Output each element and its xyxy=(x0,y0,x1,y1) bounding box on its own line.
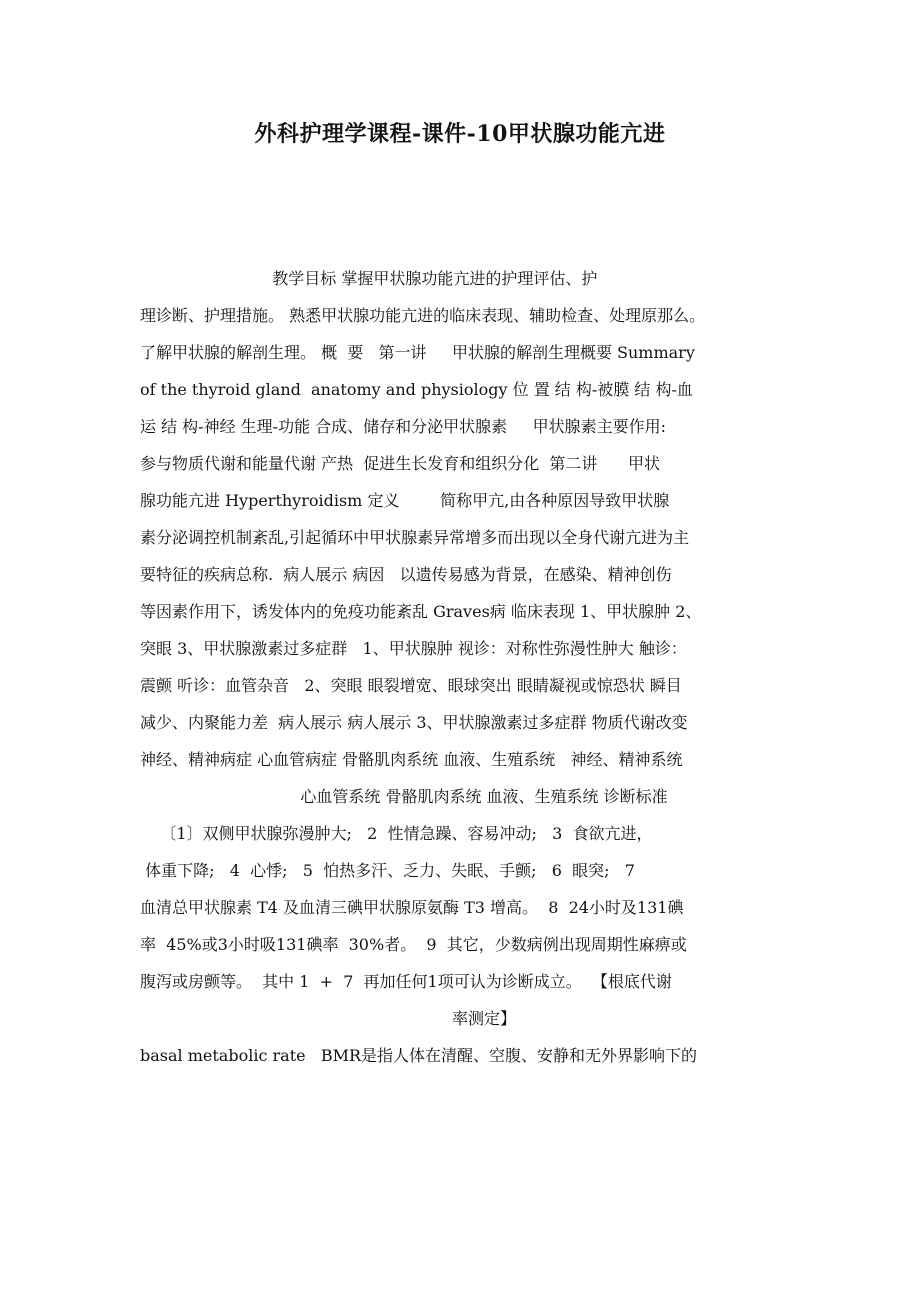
text-line: 理诊断、护理措施。 熟悉甲状腺功能亢进的临床表现、辅助检查、处理原那么。 xyxy=(140,306,706,325)
text-line: basal metabolic rate BMR是指人体在清醒、空腹、安静和无外界影响下的 xyxy=(140,1046,698,1065)
text-line: 运 结 构-神经 生理-功能 合成、储存和分泌甲状腺素 甲状腺素主要作用: xyxy=(140,417,666,436)
text-line: 突眼 3、甲状腺激素过多症群 1、甲状腺肿 视诊：对称性弥漫性肿大 触诊： xyxy=(140,639,687,658)
text-line: 腹泻或房颤等。 其中 1 + 7 再加任何1项可认为诊断成立。 【根底代谢 xyxy=(140,972,672,991)
text-line: 心血管系统 骨骼肌肉系统 血液、生殖系统 诊断标准 xyxy=(300,787,668,806)
text-line: 神经、精神病症 心血管病症 骨骼肌肉系统 血液、生殖系统 神经、精神系统 xyxy=(140,750,683,769)
document-body xyxy=(140,260,808,1074)
text-line: 教学目标 掌握甲状腺功能亢进的护理评估、护 xyxy=(140,269,598,288)
text-line: 参与物质代谢和能量代谢 产热 促进生长发育和组织分化 第二讲 甲状 xyxy=(140,454,660,473)
text-line: 腺功能亢进 Hyperthyroidism 定义 简称甲亢,由各种原因导致甲状腺 xyxy=(140,491,670,510)
text-line: 体重下降; 4 心悸; 5 怕热多汗、乏力、失眠、手颤; 6 眼突; 7 xyxy=(140,861,635,880)
text-line: 等因素作用下，诱发体内的免疫功能紊乱 Graves病 临床表现 1、甲状腺肿 2、 xyxy=(140,602,702,621)
document-title: 外科护理学课程-课件-10甲状腺功能亢进 xyxy=(254,121,666,147)
text-line: 了解甲状腺的解剖生理。 概 要 第一讲 甲状腺的解剖生理概要 Summary xyxy=(140,343,695,362)
text-line: 要特征的疾病总称. 病人展示 病因 以遗传易感为背景，在感染、精神创伤 xyxy=(140,565,672,584)
text-line: 血清总甲状腺素 T4 及血清三碘甲状腺原氨酶 T3 增高。 8 24小时及131碘 xyxy=(140,898,684,917)
text-line: 减少、内聚能力差 病人展示 病人展示 3、甲状腺激素过多症群 物质代谢改变 xyxy=(140,713,688,732)
text-line: of the thyroid gland anatomy and physiology 位 置 结 构-被膜 结 构-血 xyxy=(140,380,693,399)
text-line: 〔1〕双侧甲状腺弥漫肿大; 2 性情急躁、容易冲动; 3 食欲亢进， xyxy=(140,824,653,843)
text-line: 素分泌调控机制紊乱,引起循环中甲状腺素异常增多而出现以全身代谢亢进为主 xyxy=(140,528,690,547)
text-line: 率测定】 xyxy=(451,1009,516,1028)
text-line: 震颤 听诊：血管杂音 2、突眼 眼裂增宽、眼球突出 眼睛凝视或惊恐状 瞬目 xyxy=(140,676,682,695)
text-line: 率 45%或3小时吸131碘率 30%者。 9 其它，少数病例出现周期性麻痹或 xyxy=(140,935,687,954)
